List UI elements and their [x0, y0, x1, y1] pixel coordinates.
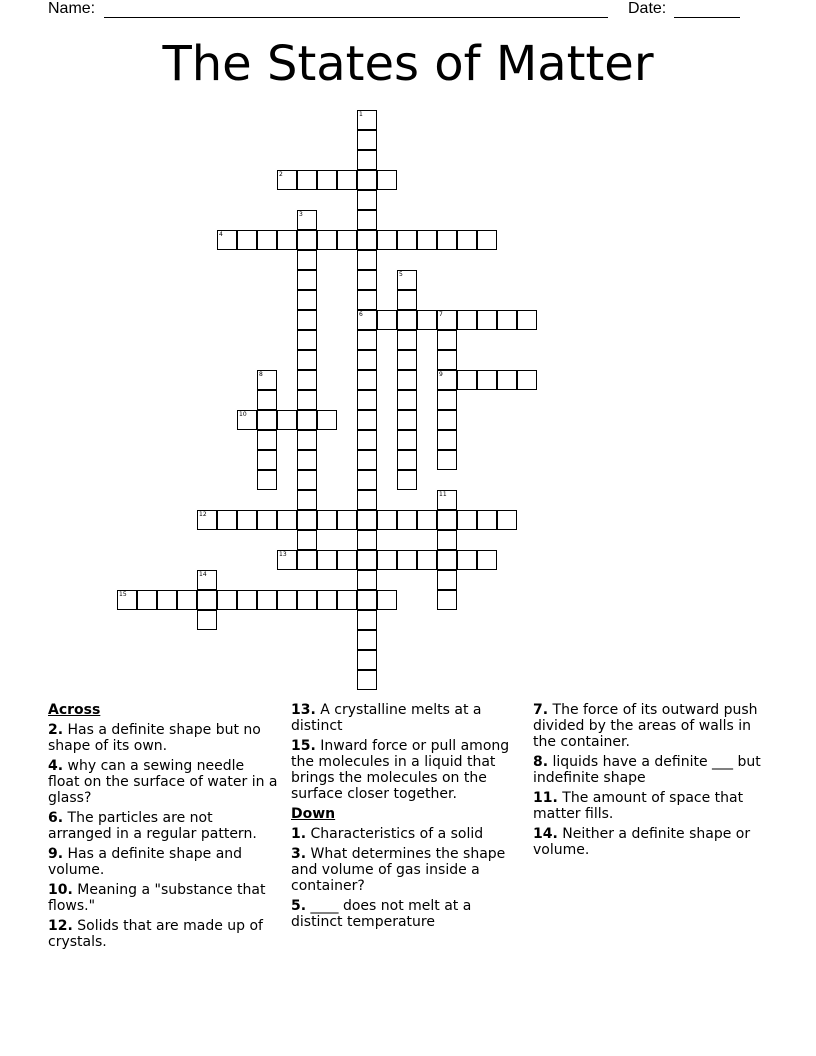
- grid-cell[interactable]: [297, 370, 317, 390]
- grid-cell[interactable]: [277, 550, 297, 570]
- grid-cell[interactable]: [257, 450, 277, 470]
- clue-number: 10: [239, 411, 247, 418]
- grid-cell[interactable]: [417, 310, 437, 330]
- clue-number: 5: [399, 271, 403, 278]
- clue: [48, 722, 280, 754]
- grid-cell[interactable]: [357, 650, 377, 670]
- grid-cell[interactable]: [317, 510, 337, 530]
- grid-cell[interactable]: [297, 290, 317, 310]
- grid-cell[interactable]: [437, 330, 457, 350]
- grid-cell[interactable]: [237, 230, 257, 250]
- clue: [533, 826, 773, 858]
- across-heading: Across: [48, 702, 101, 718]
- grid-cell[interactable]: [277, 230, 297, 250]
- date-label: Date:: [628, 0, 667, 17]
- grid-cell[interactable]: [437, 430, 457, 450]
- grid-cell[interactable]: [357, 250, 377, 270]
- grid-cell[interactable]: [397, 390, 417, 410]
- clue: [48, 918, 280, 950]
- clue-number: 14: [199, 571, 207, 578]
- grid-cell[interactable]: [417, 230, 437, 250]
- grid-cell[interactable]: [297, 210, 317, 230]
- grid-cell[interactable]: [357, 510, 377, 530]
- clue-number: 11.: [533, 790, 558, 806]
- grid-cell[interactable]: [257, 410, 277, 430]
- clue-number: 7.: [533, 702, 549, 718]
- grid-cell[interactable]: [357, 630, 377, 650]
- clue-number: 12: [199, 511, 207, 518]
- grid-cell[interactable]: [297, 410, 317, 430]
- grid-cell[interactable]: [197, 570, 217, 590]
- clue-number: 14.: [533, 826, 558, 842]
- grid-cell[interactable]: [357, 670, 377, 690]
- clue-number: 11: [439, 491, 447, 498]
- down-clue-list-continued: [533, 702, 773, 858]
- grid-cell[interactable]: [357, 150, 377, 170]
- grid-cell[interactable]: [477, 370, 497, 390]
- grid-cell[interactable]: [437, 590, 457, 610]
- grid-cell[interactable]: [497, 510, 517, 530]
- clue-number: 2.: [48, 722, 64, 738]
- grid-cell[interactable]: [517, 310, 537, 330]
- grid-cell[interactable]: [277, 510, 297, 530]
- grid-cell[interactable]: [197, 610, 217, 630]
- clue-text: why can a sewing needle float on the surface of water in a glass?: [48, 758, 278, 806]
- grid-cell[interactable]: [337, 590, 357, 610]
- grid-cell[interactable]: [297, 250, 317, 270]
- grid-cell[interactable]: [317, 550, 337, 570]
- grid-cell[interactable]: [357, 210, 377, 230]
- grid-cell[interactable]: [357, 270, 377, 290]
- grid-cell[interactable]: [317, 590, 337, 610]
- grid-cell[interactable]: [397, 370, 417, 390]
- clue-text: ____ does not melt at a distinct temperature: [291, 898, 472, 930]
- clue-text: Neither a definite shape or volume.: [533, 826, 751, 858]
- clue: [533, 790, 773, 822]
- grid-cell[interactable]: [257, 370, 277, 390]
- grid-cell[interactable]: [357, 230, 377, 250]
- grid-cell[interactable]: [397, 350, 417, 370]
- grid-cell[interactable]: [497, 310, 517, 330]
- grid-cell[interactable]: [357, 390, 377, 410]
- grid-cell[interactable]: [357, 530, 377, 550]
- clue-number: 4: [219, 231, 223, 238]
- clue-number: 1: [359, 111, 363, 118]
- grid-cell[interactable]: [437, 510, 457, 530]
- grid-cell[interactable]: [477, 230, 497, 250]
- grid-cell[interactable]: [477, 310, 497, 330]
- clue-text: liquids have a definite ___ but indefinite shape: [533, 754, 761, 786]
- grid-cell[interactable]: [297, 270, 317, 290]
- grid-cell[interactable]: [337, 170, 357, 190]
- clue-number: 10.: [48, 882, 73, 898]
- grid-cell[interactable]: [297, 330, 317, 350]
- clue-text: Characteristics of a solid: [306, 826, 484, 842]
- grid-cell[interactable]: [457, 230, 477, 250]
- grid-cell[interactable]: [397, 510, 417, 530]
- clue-number: 12.: [48, 918, 73, 934]
- grid-cell[interactable]: [357, 130, 377, 150]
- clue-number: 4.: [48, 758, 64, 774]
- clue-number: 9: [439, 371, 443, 378]
- grid-cell[interactable]: [217, 590, 237, 610]
- grid-cell[interactable]: [517, 370, 537, 390]
- grid-cell[interactable]: [257, 590, 277, 610]
- grid-cell[interactable]: [357, 570, 377, 590]
- grid-cell[interactable]: [437, 410, 457, 430]
- grid-cell[interactable]: [257, 430, 277, 450]
- clue-text: Solids that are made up of crystals.: [48, 918, 263, 950]
- grid-cell[interactable]: [257, 510, 277, 530]
- grid-cell[interactable]: [257, 390, 277, 410]
- grid-cell[interactable]: [297, 510, 317, 530]
- clue: [48, 846, 280, 878]
- grid-cell[interactable]: [357, 190, 377, 210]
- grid-cell[interactable]: [437, 350, 457, 370]
- clue: [291, 846, 527, 894]
- grid-cell[interactable]: [277, 590, 297, 610]
- clue: [291, 826, 527, 842]
- grid-cell[interactable]: [437, 370, 457, 390]
- clues-column-2: [291, 702, 527, 934]
- clue-number: 8.: [533, 754, 549, 770]
- grid-cell[interactable]: [297, 590, 317, 610]
- grid-cell[interactable]: [377, 310, 397, 330]
- grid-cell[interactable]: [297, 450, 317, 470]
- clue-number: 7: [439, 311, 443, 318]
- clue: [48, 810, 280, 842]
- clue-number: 3: [299, 211, 303, 218]
- clue-number: 2: [279, 171, 283, 178]
- grid-cell[interactable]: [317, 170, 337, 190]
- grid-cell[interactable]: [437, 550, 457, 570]
- clue-text: The particles are not arranged in a regular pattern.: [48, 810, 257, 842]
- clue: [291, 738, 527, 802]
- grid-cell[interactable]: [357, 590, 377, 610]
- grid-cell[interactable]: [317, 410, 337, 430]
- grid-cell[interactable]: [357, 430, 377, 450]
- grid-cell[interactable]: [357, 410, 377, 430]
- clue-number: 15: [119, 591, 127, 598]
- grid-cell[interactable]: [257, 230, 277, 250]
- down-clue-list: [291, 826, 527, 930]
- grid-cell[interactable]: [457, 310, 477, 330]
- clue-number: 6.: [48, 810, 64, 826]
- name-label: Name:: [48, 0, 96, 17]
- grid-cell[interactable]: [237, 410, 257, 430]
- clue: [291, 702, 527, 734]
- grid-cell[interactable]: [197, 510, 217, 530]
- grid-cell[interactable]: [217, 230, 237, 250]
- clue-number: 8: [259, 371, 263, 378]
- clue-number: 9.: [48, 846, 64, 862]
- clues-column-3: [533, 702, 773, 862]
- grid-cell[interactable]: [337, 510, 357, 530]
- clue: [533, 754, 773, 786]
- grid-cell[interactable]: [237, 590, 257, 610]
- grid-cell[interactable]: [357, 450, 377, 470]
- grid-cell[interactable]: [377, 230, 397, 250]
- grid-cell[interactable]: [257, 470, 277, 490]
- grid-cell[interactable]: [357, 610, 377, 630]
- clue-text: Has a definite shape and volume.: [48, 846, 243, 878]
- grid-cell[interactable]: [297, 490, 317, 510]
- clue-text: Meaning a "substance that flows.": [48, 882, 266, 914]
- grid-cell[interactable]: [137, 590, 157, 610]
- grid-cell[interactable]: [117, 590, 137, 610]
- clue-text: The amount of space that matter fills.: [533, 790, 744, 822]
- grid-cell[interactable]: [397, 290, 417, 310]
- grid-cell[interactable]: [337, 550, 357, 570]
- down-heading: Down: [291, 806, 336, 822]
- grid-cell[interactable]: [277, 170, 297, 190]
- grid-cell[interactable]: [497, 370, 517, 390]
- grid-cell[interactable]: [397, 230, 417, 250]
- clue-text: A crystalline melts at a distinct: [291, 702, 482, 734]
- grid-cell[interactable]: [437, 490, 457, 510]
- grid-cell[interactable]: [177, 590, 197, 610]
- grid-cell[interactable]: [397, 550, 417, 570]
- grid-cell[interactable]: [397, 450, 417, 470]
- grid-cell[interactable]: [297, 530, 317, 550]
- grid-cell[interactable]: [297, 230, 317, 250]
- grid-cell[interactable]: [437, 390, 457, 410]
- clue-text: What determines the shape and volume of gas inside a container?: [291, 846, 506, 894]
- grid-cell[interactable]: [357, 110, 377, 130]
- grid-cell[interactable]: [357, 310, 377, 330]
- clue-text: Inward force or pull among the molecules in a liquid that brings the molecules on the surface closer together.: [291, 738, 510, 802]
- grid-cell[interactable]: [357, 330, 377, 350]
- grid-cell[interactable]: [357, 290, 377, 310]
- grid-cell[interactable]: [357, 550, 377, 570]
- grid-cell[interactable]: [297, 550, 317, 570]
- grid-cell[interactable]: [457, 550, 477, 570]
- clue: [48, 758, 280, 806]
- grid-cell[interactable]: [277, 410, 297, 430]
- clue-number: 6: [359, 311, 363, 318]
- grid-cell[interactable]: [397, 410, 417, 430]
- clue-number: 13.: [291, 702, 316, 718]
- grid-cell[interactable]: [417, 550, 437, 570]
- grid-cell[interactable]: [477, 550, 497, 570]
- grid-cell[interactable]: [157, 590, 177, 610]
- clue-number: 5.: [291, 898, 307, 914]
- grid-cell[interactable]: [357, 350, 377, 370]
- across-clue-list-continued: [291, 702, 527, 802]
- grid-cell[interactable]: [397, 430, 417, 450]
- clue-number: 3.: [291, 846, 307, 862]
- clue: [48, 882, 280, 914]
- across-clue-list: [48, 722, 280, 950]
- grid-cell[interactable]: [397, 470, 417, 490]
- clue: [291, 898, 527, 930]
- grid-cell[interactable]: [437, 570, 457, 590]
- grid-cell[interactable]: [457, 370, 477, 390]
- grid-cell[interactable]: [237, 510, 257, 530]
- grid-cell[interactable]: [337, 230, 357, 250]
- grid-cell[interactable]: [297, 430, 317, 450]
- grid-cell[interactable]: [397, 270, 417, 290]
- grid-cell[interactable]: [437, 230, 457, 250]
- grid-cell[interactable]: [437, 450, 457, 470]
- grid-cell[interactable]: [297, 470, 317, 490]
- grid-cell[interactable]: [357, 370, 377, 390]
- grid-cell[interactable]: [297, 310, 317, 330]
- clue: [533, 702, 773, 750]
- grid-cell[interactable]: [377, 590, 397, 610]
- grid-cell[interactable]: [217, 510, 237, 530]
- grid-cell[interactable]: [377, 170, 397, 190]
- clue-text: Has a definite shape but no shape of its own.: [48, 722, 261, 754]
- grid-cell[interactable]: [357, 470, 377, 490]
- page-title: The States of Matter: [162, 36, 654, 92]
- grid-cell[interactable]: [357, 170, 377, 190]
- grid-cell[interactable]: [417, 510, 437, 530]
- clue-number: 13: [279, 551, 287, 558]
- grid-cell[interactable]: [297, 390, 317, 410]
- grid-cell[interactable]: [317, 230, 337, 250]
- grid-cell[interactable]: [377, 510, 397, 530]
- clue-text: The force of its outward push divided by the areas of walls in the container.: [533, 702, 758, 750]
- grid-cell[interactable]: [457, 510, 477, 530]
- grid-cell[interactable]: [397, 330, 417, 350]
- grid-cell[interactable]: [437, 530, 457, 550]
- grid-cell[interactable]: [357, 490, 377, 510]
- grid-cell[interactable]: [297, 170, 317, 190]
- grid-cell[interactable]: [397, 310, 417, 330]
- clues-column-1: [48, 702, 280, 954]
- grid-cell[interactable]: [437, 310, 457, 330]
- clue-number: 1.: [291, 826, 307, 842]
- grid-cell[interactable]: [477, 510, 497, 530]
- grid-cell[interactable]: [197, 590, 217, 610]
- grid-cell[interactable]: [377, 550, 397, 570]
- grid-cell[interactable]: [297, 350, 317, 370]
- clue-number: 15.: [291, 738, 316, 754]
